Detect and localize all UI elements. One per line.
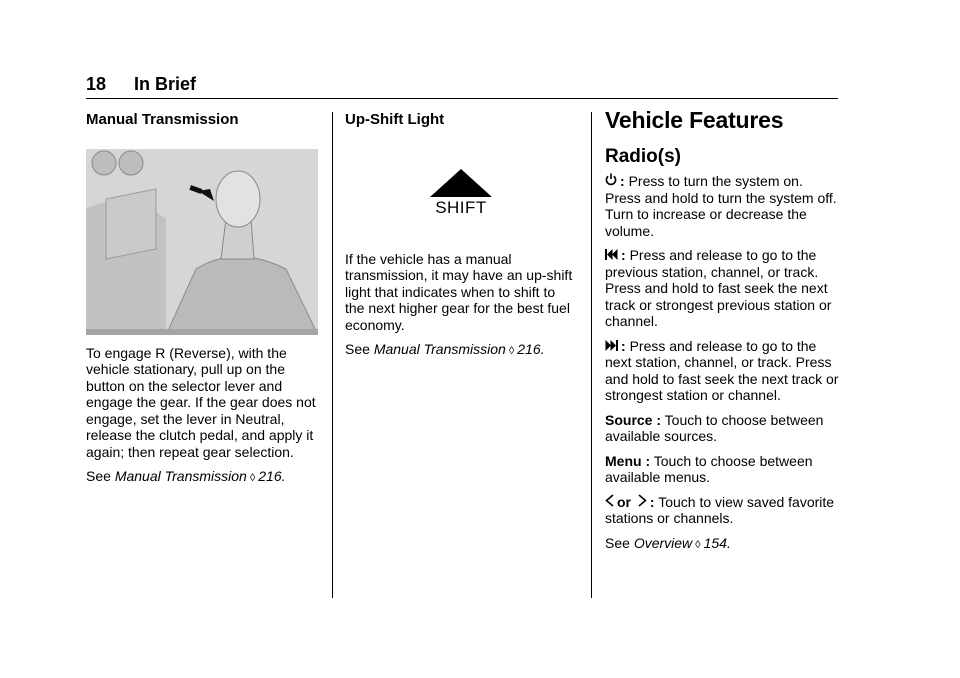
see-reference: See Manual Transmission ◊ 216. (86, 468, 286, 484)
see-reference: See Manual Transmission ◊ 216. (345, 341, 545, 357)
menu-label: Menu : (605, 452, 651, 469)
gear-shift-icon (86, 149, 318, 335)
column-vehicle-features (605, 108, 841, 561)
chevron-left-icon (605, 494, 614, 511)
previous-instruction: : Press and release to go to the previous station, channel, or track. Press and hold to fast seek the next track or strongest previous station or channel. (605, 247, 832, 329)
gear-shift-illustration (86, 149, 318, 335)
column-manual-transmission (86, 108, 322, 495)
body-text: If the vehicle has a manual transmission, it may have an up-shift light that indicates when to shift to the next higher gear for the best fuel economy. (345, 250, 573, 333)
column-upshift-light (345, 108, 577, 368)
column-divider (332, 112, 333, 598)
heading-manual-transmission: Manual Transmission (86, 111, 239, 128)
upshift-light-symbol (345, 169, 577, 223)
chevron-right-icon (638, 494, 647, 511)
section-title: In Brief (134, 74, 197, 94)
menu-instruction: Menu : Touch to choose between available menus. (605, 452, 813, 485)
page-header (86, 70, 838, 99)
page-ref-icon: ◊ (508, 345, 515, 357)
seek-previous-icon (605, 247, 618, 264)
reference-page[interactable]: 216. (517, 341, 545, 357)
shift-label: SHIFT (435, 198, 487, 217)
heading-vehicle-features: Vehicle Features (605, 107, 784, 133)
body-text: To engage R (Reverse), with the vehicle stationary, pull up on the button on the selector lever and engage the gear. If the gear does not engage, set the lever in Neutral, release the clutch pedal, and apply it again; then repeat gear selection. (86, 344, 316, 460)
source-label: Source : (605, 411, 662, 428)
reference-link[interactable]: Manual Transmission (373, 341, 506, 357)
reference-page[interactable]: 216. (258, 468, 286, 484)
reference-link[interactable]: Manual Transmission (114, 468, 247, 484)
reference-link[interactable]: Overview (633, 534, 693, 551)
page-number: 18 (86, 74, 107, 94)
favorites-instruction: or : Touch to view saved favorite stations or channels. (605, 493, 835, 526)
page-ref-icon: ◊ (695, 538, 701, 551)
see-reference: See Overview ◊ 154. (605, 534, 731, 551)
page-ref-icon: ◊ (249, 472, 256, 484)
source-instruction: Source : Touch to choose between available sources. (605, 411, 824, 444)
power-icon (605, 173, 617, 190)
heading-upshift-light: Up-Shift Light (345, 111, 445, 128)
reference-page[interactable]: 154. (703, 534, 731, 551)
column-divider (591, 112, 592, 598)
heading-radios: Radio(s) (605, 145, 681, 167)
next-instruction: : Press and release to go to the next station, channel, or track. Press and hold to fast seek the next track or strongest station or channel. (605, 337, 839, 403)
seek-next-icon (605, 338, 618, 355)
power-instruction: : Press to turn the system on. Press and hold to turn the system off. Turn to increase or decrease the volume. (605, 173, 837, 239)
